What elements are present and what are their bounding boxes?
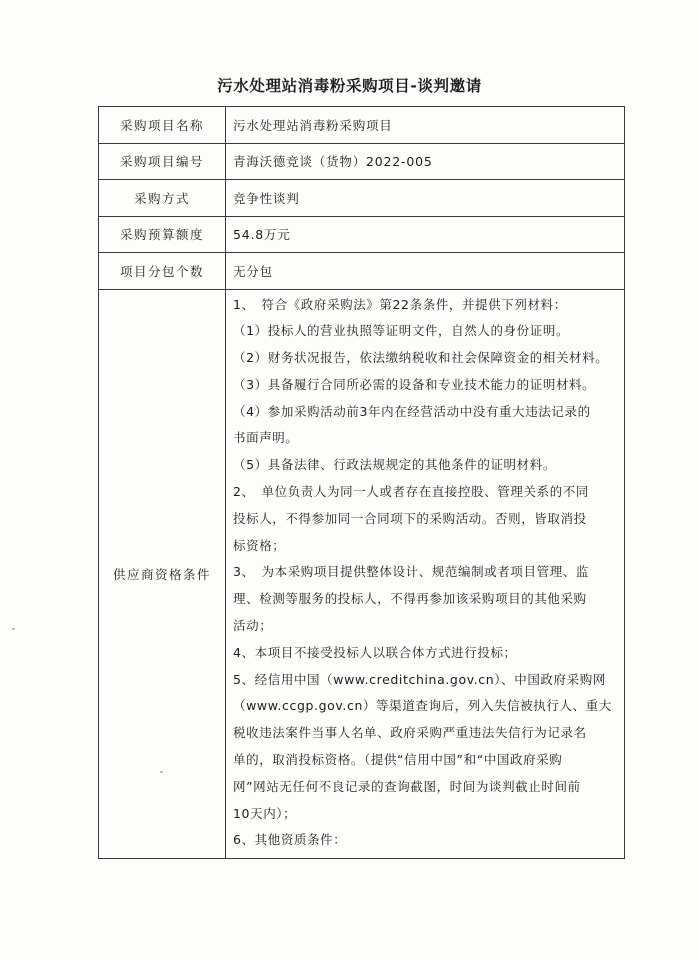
requirement-line: 理、检测等服务的投标人，不得再参加该采购项目的其他采购: [233, 591, 587, 607]
procurement-info-table: [98, 106, 625, 859]
row-label-budget: 采购预算额度: [99, 216, 226, 253]
supplier-qualifications-content: [226, 289, 625, 859]
requirement-line: （5）具备法律、行政法规规定的其他条件的证明材料。: [233, 457, 556, 473]
table-row: [99, 143, 625, 180]
row-value-budget: 54.8万元: [226, 216, 625, 253]
row-label-supplier-qualifications: 供应商资格条件: [99, 289, 226, 859]
scan-speck: [160, 771, 163, 773]
requirement-line: 税收违法案件当事人名单、政府采购严重违法失信行为记录名: [233, 725, 587, 741]
row-value-project-number: 青海沃德竞谈（货物）2022-005: [226, 143, 625, 180]
requirement-line: （1）投标人的营业执照等证明文件，自然人的身份证明。: [233, 323, 570, 339]
requirement-line: （3）具备履行合同所必需的设备和专业技术能力的证明材料。: [233, 376, 596, 392]
table-row: [99, 289, 625, 859]
row-value-lot-count: 无分包: [226, 253, 625, 290]
requirement-line: （2）财务状况报告，依法缴纳税收和社会保障资金的相关材料。: [233, 350, 609, 366]
requirement-line: 1、 符合《政府采购法》第22条条件，并提供下列材料：: [233, 296, 567, 312]
table-row: [99, 216, 625, 253]
requirement-line: 书面声明。: [233, 430, 299, 446]
row-value-procurement-method: 竞争性谈判: [226, 180, 625, 217]
requirement-line: 5、经信用中国（www.creditchina.gov.cn）、中国政府采购网: [233, 671, 606, 687]
table-row: [99, 107, 625, 144]
scan-speck: [12, 628, 15, 630]
requirement-line: 4、本项目不接受投标人以联合体方式进行投标；: [233, 644, 517, 660]
requirement-line: （4）参加采购活动前3年内在经营活动中没有重大违法记录的: [233, 403, 591, 419]
requirement-line: 标资格；: [233, 537, 286, 553]
requirement-line: （www.ccgp.gov.cn）等渠道查询后，列入失信被执行人、重大: [233, 698, 612, 714]
requirement-line: 单的，取消投标资格。（提供“信用中国”和“中国政府采购: [233, 752, 563, 768]
requirement-line: 10天内）；: [233, 805, 297, 821]
row-value-project-name: 污水处理站消毒粉采购项目: [226, 107, 625, 144]
row-label-project-number: 采购项目编号: [99, 143, 226, 180]
row-label-project-name: 采购项目名称: [99, 107, 226, 144]
requirement-line: 活动；: [233, 618, 273, 634]
table-row: [99, 180, 625, 217]
table-row: [99, 253, 625, 290]
row-label-procurement-method: 采购方式: [99, 180, 226, 217]
document-title: 污水处理站消毒粉采购项目-谈判邀请: [217, 77, 482, 95]
row-label-lot-count: 项目分包个数: [99, 253, 226, 290]
requirement-line: 投标人，不得参加同一合同项下的采购活动。否则，皆取消投: [233, 510, 587, 526]
requirement-line: 2、 单位负责人为同一人或者存在直接控股、管理关系的不同: [233, 484, 590, 500]
requirement-line: 3、 为本采购项目提供整体设计、规范编制或者项目管理、监: [233, 564, 590, 580]
requirement-line: 6、其他资质条件：: [233, 832, 347, 848]
requirement-line: 网”网站无任何不良记录的查询截图，时间为谈判截止时间前: [233, 778, 581, 794]
